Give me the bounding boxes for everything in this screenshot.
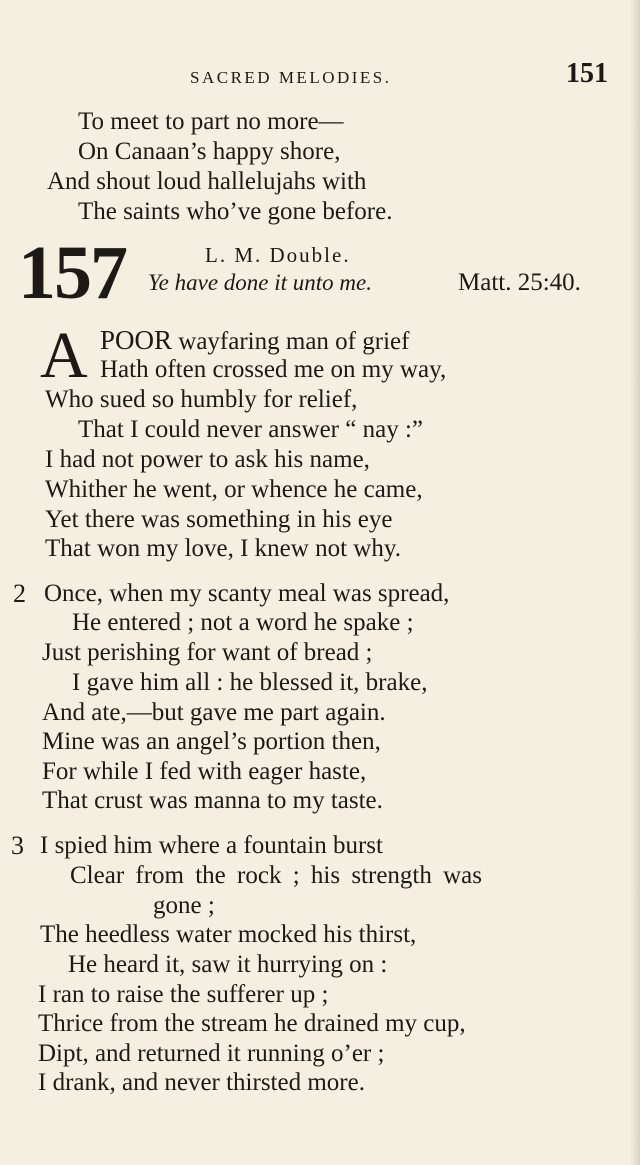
stanza-1-line: Yet there was something in his eye bbox=[45, 506, 393, 533]
stanza-2-line: He entered ; not a word he spake ; bbox=[72, 609, 414, 636]
stanza-3-line: He heard it, saw it hurrying on : bbox=[68, 951, 388, 978]
previous-hymn-line: And shout loud hallelujahs with bbox=[47, 168, 367, 195]
stanza-2-line: That crust was manna to my taste. bbox=[42, 787, 383, 814]
stanza-3-line: I spied him where a fountain burst bbox=[40, 832, 383, 859]
first-line-rest: wayfaring man of grief bbox=[172, 328, 410, 355]
stanza-2-line: Once, when my scanty meal was spread, bbox=[44, 580, 450, 607]
stanza-2-line: Just perishing for want of bread ; bbox=[42, 639, 373, 666]
stanza-3-line: The heedless water mocked his thirst, bbox=[40, 921, 417, 948]
stanza-3-line: Thrice from the stream he drained my cup, bbox=[38, 1010, 466, 1037]
previous-hymn-line: To meet to part no more— bbox=[78, 108, 344, 135]
stanza-1-line: That I could never answer “ nay :” bbox=[78, 416, 423, 443]
stanza-2-line: Mine was an angel’s portion then, bbox=[42, 728, 381, 755]
stanza-2-line: I gave him all : he blessed it, brake, bbox=[72, 669, 428, 696]
stanza-1-first-line bbox=[100, 325, 409, 357]
hymn-text-reference: Ye have done it unto me. bbox=[148, 270, 373, 295]
previous-hymn-line: The saints who’ve gone before. bbox=[78, 198, 393, 225]
stanza-2-line: For while I fed with eager haste, bbox=[42, 758, 367, 785]
page-edge-shadow bbox=[630, 0, 640, 1165]
stanza-1-line: Who sued so humbly for relief, bbox=[45, 386, 358, 413]
stanza-1-line: That won my love, I knew not why. bbox=[45, 535, 401, 562]
stanza-3-line: I ran to raise the sufferer up ; bbox=[38, 981, 329, 1008]
stanza-1-line: Hath often crossed me on my way, bbox=[100, 356, 447, 383]
stanza-1-line: I had not power to ask his name, bbox=[45, 446, 370, 473]
stanza-3-line: I drank, and never thirsted more. bbox=[38, 1069, 365, 1096]
stanza-2-line: And ate,—but gave me part again. bbox=[42, 699, 386, 726]
hymn-number: 157 bbox=[18, 231, 126, 315]
verse-number: 2 bbox=[13, 579, 26, 608]
previous-hymn-line: On Canaan’s happy shore, bbox=[78, 138, 341, 165]
stanza-3-line: gone ; bbox=[153, 892, 215, 919]
scripture-reference: Matt. 25:40. bbox=[458, 269, 581, 296]
drop-cap: A bbox=[40, 319, 88, 392]
stanza-1-line: Whither he went, or whence he came, bbox=[45, 476, 423, 503]
running-head: SACRED MELODIES. bbox=[190, 68, 392, 87]
verse-number: 3 bbox=[11, 831, 24, 860]
first-word: POOR bbox=[100, 325, 173, 355]
hymn-meter: L. M. Double. bbox=[205, 243, 351, 267]
page-number: 151 bbox=[566, 58, 608, 89]
stanza-3-line: Dipt, and returned it running o’er ; bbox=[38, 1040, 385, 1067]
stanza-3-line: Clear from the rock ; his strength was bbox=[70, 862, 482, 889]
